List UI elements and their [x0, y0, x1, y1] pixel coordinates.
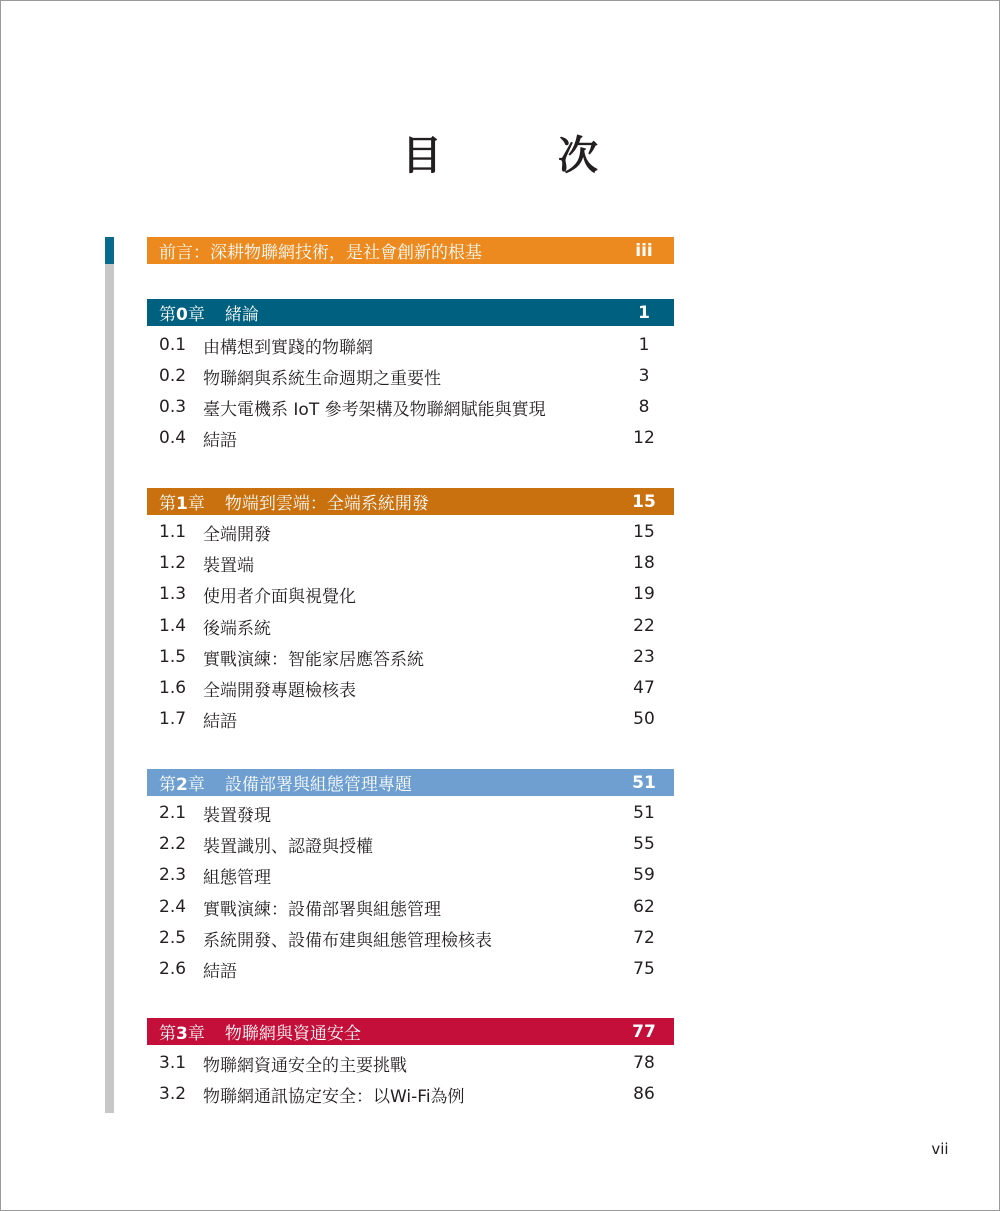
section-title: 組態管理 — [203, 867, 271, 888]
section-title: 結語 — [203, 430, 237, 451]
toc-row[interactable] — [147, 924, 674, 952]
section-title: 裝置發現 — [203, 805, 271, 826]
chapter-title: 物聯網與資通安全 — [224, 1024, 361, 1044]
section-page: 75 — [633, 959, 655, 979]
preface-label: 前言：深耕物聯網技術，是社會創新的根基 — [159, 243, 482, 263]
section-number: 0.2 — [159, 366, 187, 386]
section-number: 2.4 — [159, 897, 187, 917]
section-page: 86 — [633, 1084, 655, 1104]
toc-row[interactable] — [147, 830, 674, 858]
section-number: 1.1 — [159, 522, 187, 542]
page-title: 目 次 — [402, 133, 636, 179]
section-title: 物聯網與系統生命週期之重要性 — [203, 368, 441, 389]
section-page: 19 — [633, 584, 655, 604]
chapter-number: 3 — [176, 1024, 188, 1044]
section-number: 0.1 — [159, 335, 187, 355]
toc-row[interactable] — [147, 331, 674, 359]
toc-row[interactable] — [147, 362, 674, 390]
chapter-suffix: 章 — [187, 775, 205, 795]
section-page: 15 — [633, 522, 655, 542]
section-page: 51 — [633, 803, 655, 823]
section-number: 1.5 — [159, 647, 187, 667]
chapter-0-bar[interactable] — [147, 299, 674, 326]
section-page: 72 — [633, 928, 655, 948]
chapter-page: 1 — [638, 302, 650, 323]
sidebar-rail — [105, 264, 114, 1113]
section-title: 裝置識別、認證與授權 — [203, 836, 373, 857]
section-number: 1.4 — [159, 616, 187, 636]
section-number: 0.4 — [159, 428, 187, 448]
section-title: 後端系統 — [203, 618, 271, 639]
section-page: 3 — [638, 366, 650, 386]
chapter-prefix: 第 — [159, 305, 176, 325]
section-page: 59 — [633, 865, 655, 885]
chapter-title: 緒論 — [224, 305, 259, 325]
section-title: 實戰演練：智能家居應答系統 — [203, 649, 424, 670]
section-page: 1 — [638, 335, 650, 355]
toc-row[interactable] — [147, 893, 674, 921]
section-number: 1.7 — [159, 709, 187, 729]
toc-row[interactable] — [147, 393, 674, 421]
toc-row[interactable] — [147, 424, 674, 452]
chapter-prefix: 第 — [159, 1024, 176, 1044]
section-number: 2.3 — [159, 865, 187, 885]
chapter-suffix: 章 — [187, 494, 205, 514]
chapter-title: 設備部署與組態管理專題 — [224, 775, 412, 795]
section-number: 3.2 — [159, 1084, 187, 1104]
section-title: 物聯網通訊協定安全：以Wi-Fi為例 — [203, 1086, 465, 1107]
section-page: 18 — [633, 553, 655, 573]
section-page: 62 — [633, 897, 655, 917]
toc-row[interactable] — [147, 705, 674, 733]
chapter-3-bar[interactable] — [147, 1018, 674, 1045]
toc-row[interactable] — [147, 861, 674, 889]
section-title: 全端開發 — [203, 524, 271, 545]
section-title: 結語 — [203, 711, 237, 732]
preface-bar[interactable] — [147, 237, 674, 264]
toc-row[interactable] — [147, 580, 674, 608]
section-title: 裝置端 — [203, 555, 254, 576]
toc-row[interactable] — [147, 518, 674, 546]
toc-row[interactable] — [147, 612, 674, 640]
preface-page: iii — [635, 240, 653, 261]
chapter-title: 物端到雲端：全端系統開發 — [224, 494, 429, 514]
section-title: 由構想到實踐的物聯網 — [203, 337, 373, 358]
section-number: 2.1 — [159, 803, 187, 823]
section-number: 1.6 — [159, 678, 187, 698]
chapter-suffix: 章 — [187, 305, 205, 325]
section-page: 47 — [633, 678, 655, 698]
section-title: 結語 — [203, 961, 237, 982]
toc-row[interactable] — [147, 643, 674, 671]
chapter-page: 51 — [632, 772, 656, 793]
section-page: 12 — [633, 428, 655, 448]
chapter-number: 1 — [176, 494, 188, 514]
section-number: 0.3 — [159, 397, 187, 417]
section-number: 2.6 — [159, 959, 187, 979]
chapter-prefix: 第 — [159, 775, 176, 795]
chapter-number: 2 — [176, 775, 188, 795]
section-number: 2.2 — [159, 834, 187, 854]
section-page: 23 — [633, 647, 655, 667]
section-title: 實戰演練：設備部署與組態管理 — [203, 899, 441, 920]
section-title: 使用者介面與視覺化 — [203, 586, 356, 607]
section-title: 物聯網資通安全的主要挑戰 — [203, 1055, 407, 1076]
chapter-suffix: 章 — [187, 1024, 205, 1044]
section-page: 78 — [633, 1053, 655, 1073]
section-page: 22 — [633, 616, 655, 636]
section-title: 系統開發、設備布建與組態管理檢核表 — [203, 930, 492, 951]
section-page: 55 — [633, 834, 655, 854]
section-title: 臺大電機系 IoT 參考架構及物聯網賦能與實現 — [203, 399, 546, 420]
section-number: 3.1 — [159, 1053, 187, 1073]
section-page: 8 — [638, 397, 650, 417]
chapter-page: 15 — [632, 491, 656, 512]
chapter-2-bar[interactable] — [147, 769, 674, 796]
section-title: 全端開發專題檢核表 — [203, 680, 356, 701]
chapter-page: 77 — [632, 1021, 656, 1042]
section-page: 50 — [633, 709, 655, 729]
toc-row[interactable] — [147, 1080, 674, 1108]
chapter-prefix: 第 — [159, 494, 176, 514]
toc-row[interactable] — [147, 799, 674, 827]
section-number: 1.3 — [159, 584, 187, 604]
section-number: 1.2 — [159, 553, 187, 573]
page-number: vii — [931, 1140, 949, 1158]
chapter-number: 0 — [176, 305, 188, 325]
toc-row[interactable] — [147, 674, 674, 702]
sidebar-accent — [105, 237, 114, 264]
toc-row[interactable] — [147, 1049, 674, 1077]
toc-row[interactable] — [147, 955, 674, 983]
section-number: 2.5 — [159, 928, 187, 948]
chapter-1-bar[interactable] — [147, 488, 674, 515]
toc-row[interactable] — [147, 549, 674, 577]
